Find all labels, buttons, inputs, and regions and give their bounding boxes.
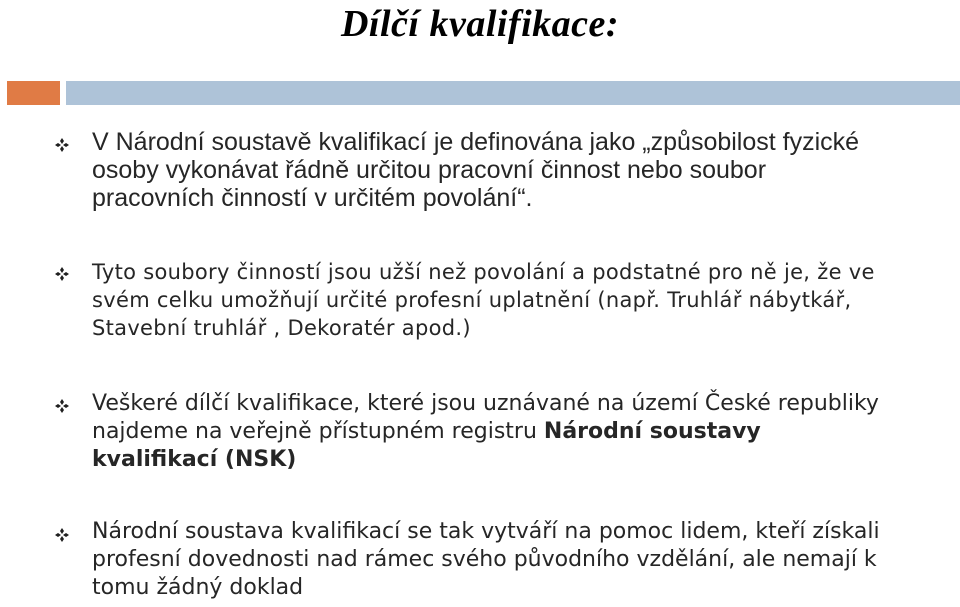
bullet-text: Tyto soubory činností jsou užší než povolání a podstatné pro ně je, že ve svém celku umožňují určité profesní uplatnění (např. Truhlář nábytkář, Stavební truhlář , Dekoratér apod.) — [92, 260, 875, 340]
four-diamond-star-icon — [55, 267, 69, 281]
bullet-text: Národní soustava kvalifikací se tak vytváří na pomoc lidem, kteří získali profesní dovednosti nad rámec svého původního vzdělání, ale nemají k tomu žádný doklad — [92, 519, 880, 600]
nsk-registry-name: Národní soustavy kvalifikací (NSK) — [92, 419, 761, 472]
four-diamond-star-icon — [55, 528, 69, 542]
bullet-text-regular: Veškeré dílčí kvalifikace, které jsou uznávané na území České republiky najdeme na veřejně přístupném registru — [92, 391, 879, 444]
bullet-text: V Národní soustavě kvalifikací je definována jako „způsobilost fyzické osoby vykonávat řádně určitou pracovní činnost nebo soubor pracovních činností v určitém povolání“. — [92, 128, 860, 212]
slide-title: Dílčí kvalifikace: — [340, 3, 620, 45]
four-diamond-star-icon — [55, 138, 69, 152]
bullet-text — [92, 390, 882, 474]
four-diamond-star-icon — [55, 399, 69, 413]
